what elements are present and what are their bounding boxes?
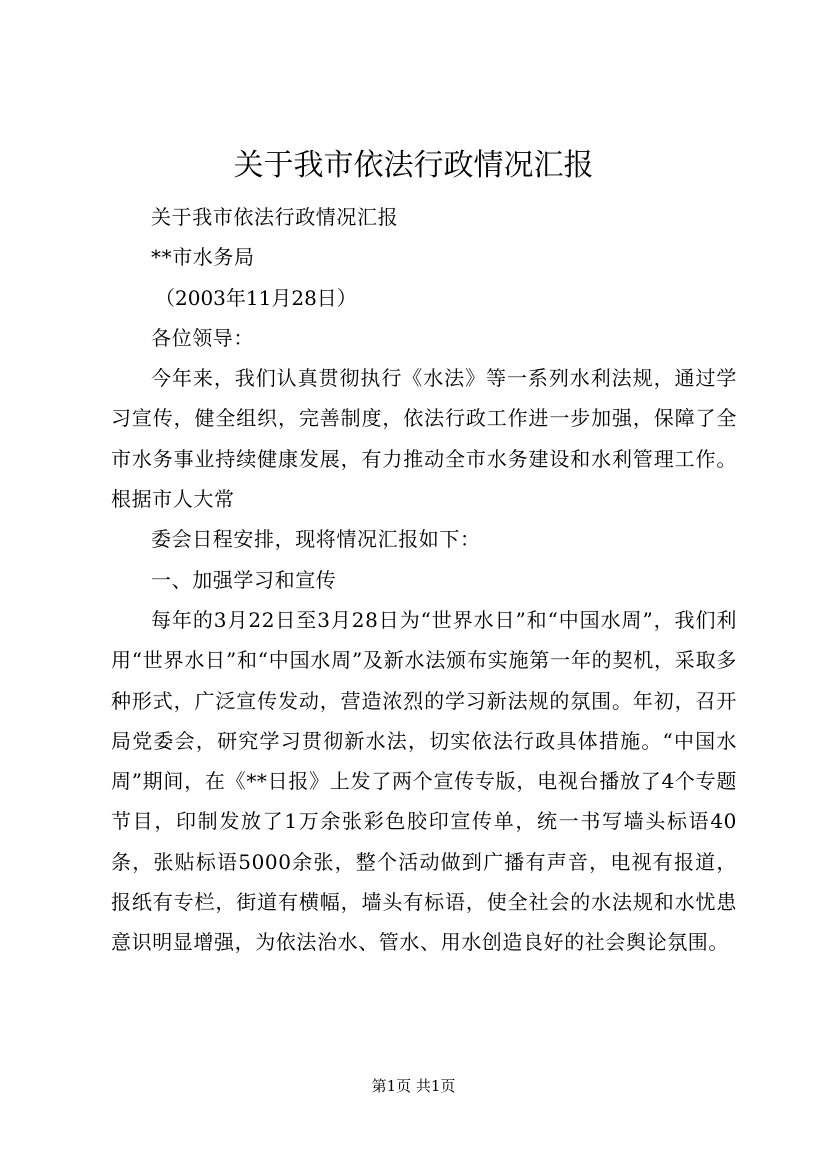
paragraph-date: （2003年11月28日） <box>155 285 357 310</box>
paragraph-section-1: 每年的3月22日至3月28日为“世界水日”和“中国水周”，我们利用“世界水日”和“中国水周”及新水法颁布实施第一年的契机，采取多种形式，广泛宣传发动，营造浓烈的学习新法规的氛围。年初，召开局党委会，研究学习贯彻新水法，切实依法行政具体措施。“中国水周”期间，在《**日报》上发了两个宣传专版，电视台播放了4个专题节目，印制发放了1万余张彩色胶印宣传单，统一书写墙头标语40条，张贴标语5000余张，整个活动做到广播有声音，电视有报道，报纸有专栏，街道有横幅，墙头有标语，使全社会的水法规和水忧患意识明显增强，为依法治水、管水、用水创造良好的社会舆论氛围。 <box>111 607 737 955</box>
section-heading-1: 一、加强学习和宣传 <box>151 567 337 592</box>
paragraph-intro: 今年来，我们认真贯彻执行《水法》等一系列水利法规，通过学习宣传，健全组织，完善制度，依法行政工作进一步加强，保障了全市水务事业持续健康发展，有力推动全市水务建设和水利管理工作。根据市人大常 <box>111 366 737 512</box>
paragraph-intro-continued: 委会日程安排，现将情况汇报如下： <box>151 527 481 552</box>
document-title: 关于我市依法行政情况汇报 <box>233 148 594 183</box>
paragraph-salutation: 各位领导： <box>151 325 254 350</box>
paragraph-subtitle: 关于我市依法行政情况汇报 <box>151 205 399 229</box>
document-body <box>111 197 737 963</box>
page-footer: 第1页 共1页 <box>371 1077 456 1095</box>
paragraph-issuer: **市水务局 <box>151 245 255 270</box>
